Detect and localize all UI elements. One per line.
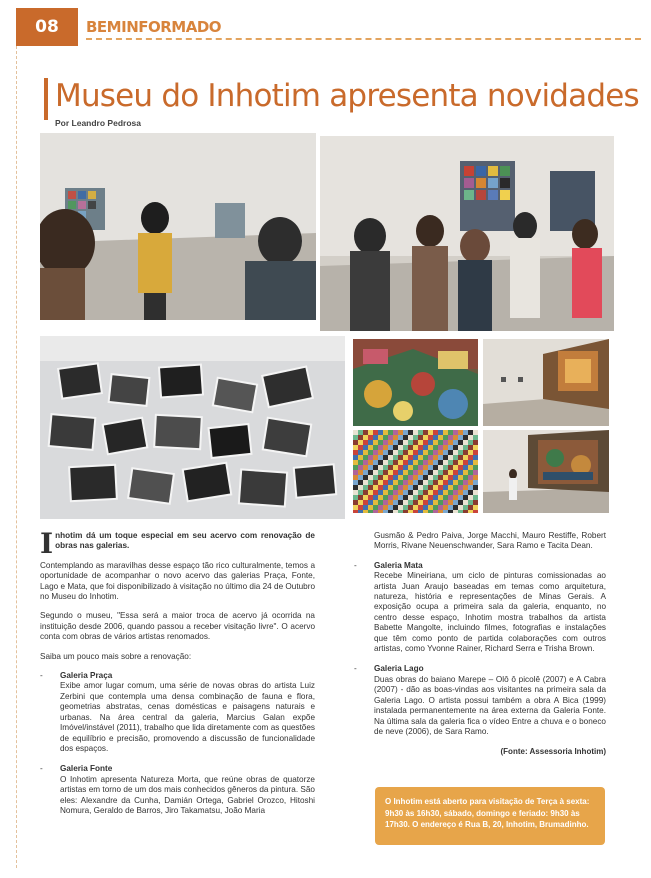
gallery-title: Galeria Mata (374, 560, 423, 570)
side-divider (16, 46, 17, 868)
gallery-item-praca (40, 671, 315, 754)
article-column-right (354, 531, 606, 758)
list-dash: - (354, 560, 357, 570)
photo-pixel-artwork (353, 430, 478, 513)
gallery-fonte-continued: Gusmão & Pedro Paiva, Jorge Macchi, Mauro Restiffe, Robert Morris, Rivane Neuenschwander, Sara Ramo e Tacita Dean. (374, 531, 606, 551)
paragraph-lead-in: Saiba um pouco mais sobre a renovação: (40, 651, 192, 661)
drop-cap: I (40, 527, 54, 560)
gallery-item-mata (354, 561, 606, 655)
list-dash: - (40, 764, 43, 774)
lede-text: nhotim dá um toque especial em seu acervo com renovação de obras nas galerias. (55, 531, 315, 551)
photo-painting-colorful (353, 339, 478, 426)
list-dash: - (40, 671, 43, 681)
visiting-info-box: O Inhotim está aberto para visitação de Terça à sexta: 9h30 às 16h30, sábado, domingo e feriado: 9h30 às 17h30. O endereço é Rua B, 20, Inhotim, Brumadinho. (375, 787, 605, 845)
photo-gallery-crowd (320, 136, 614, 331)
page-number: 08 (16, 8, 78, 46)
article-column-left (40, 527, 315, 826)
photo-photographs-table (40, 336, 345, 519)
article-title: Museu do Inhotim apresenta novidades (55, 78, 639, 114)
gallery-text: O Inhotim apresenta Natureza Morta, que reúne obras de quatorze artistas em torno de um dos mais conhecidos gêneros da pintura. São eles: Alexandre da Cunha, Damián Ortega, Gabriel Orozco, Hitoshi Nomura, Geraldo de Barros, Jiro Takamatsu, João Maria (60, 774, 315, 815)
gallery-item-fonte (40, 764, 315, 816)
photo-gallery-guide (40, 133, 316, 320)
gallery-item-lago (354, 664, 606, 737)
article-byline: Por Leandro Pedrosa (55, 118, 141, 128)
photo-visitor-painting (483, 430, 609, 513)
gallery-text: Exibe amor lugar comum, uma série de novas obras do artista Luiz Zerbini que contempla uma densa combinação de fauna e flora, geometrias abstratas, cenas domésticas e paisagens naturais e urbanas. Na área central da galeria, Marcius Galan expõe Imóvel/instável (2011), trabalho que lida diretamente com as questões de equilíbrio e precisão, promovendo a discussão de funcionalidade dos espaços. (60, 681, 315, 753)
gallery-text: Duas obras do baiano Marepe – Olô ô picolê (2007) e A Cabra (2007) - dão as boas-vindas aos visitantes na primeira sala da Galeria Lago. O artista possui também a obra A Bica (1999) instalada permanentemente na área externa da Galeria Fonte. Na última sala da galeria fica o vídeo Entre a chuva e o boneco de neve (2006), de Sara Ramo. (374, 674, 606, 736)
gallery-text: Recebe Mineiriana, um ciclo de pinturas comissionadas ao artista Juan Araujo baseadas em temas como arquitetura, natureza, história e representações de Minas Gerais. A exposição ocupa a primeira sala da galeria, enquanto, no centro desse espaço, Inhotim mostra trabalhos da artista Babette Mangolte, incluindo filmes, fotografias e instalações que têm como ponto de partida colaborações com outros artistas, como Yvonne Rainer, Richard Serra e Trisha Brown. (374, 571, 606, 654)
list-dash: - (354, 664, 357, 674)
paragraph-intro: Contemplando as maravilhas desse espaço tão rico culturalmente, temos a oportunidade de acompanhar o novo acervo das galerias Praça, Fonte, Lago e Mata, que foi disponibilizado à visitação no último dia 24 de Outubro no Museu do Inhotim. (40, 560, 315, 602)
photo-gallery-corridor (483, 339, 609, 426)
gallery-title: Galeria Lago (374, 664, 424, 674)
gallery-title: Galeria Fonte (60, 764, 113, 774)
article-source: (Fonte: Assessoria Inhotim) (500, 747, 606, 757)
section-label: BEMINFORMADO (86, 18, 222, 36)
header-divider (86, 38, 641, 40)
paragraph-quote: Segundo o museu, "Essa será a maior troca de acervo já ocorrida na instituição desde 2006, quando passou a receber visitação livre". O acervo conta com obras de vários artistas renomados. (40, 611, 315, 642)
gallery-title: Galeria Praça (60, 671, 113, 681)
title-accent-bar (44, 78, 48, 120)
article-lede (40, 527, 315, 560)
